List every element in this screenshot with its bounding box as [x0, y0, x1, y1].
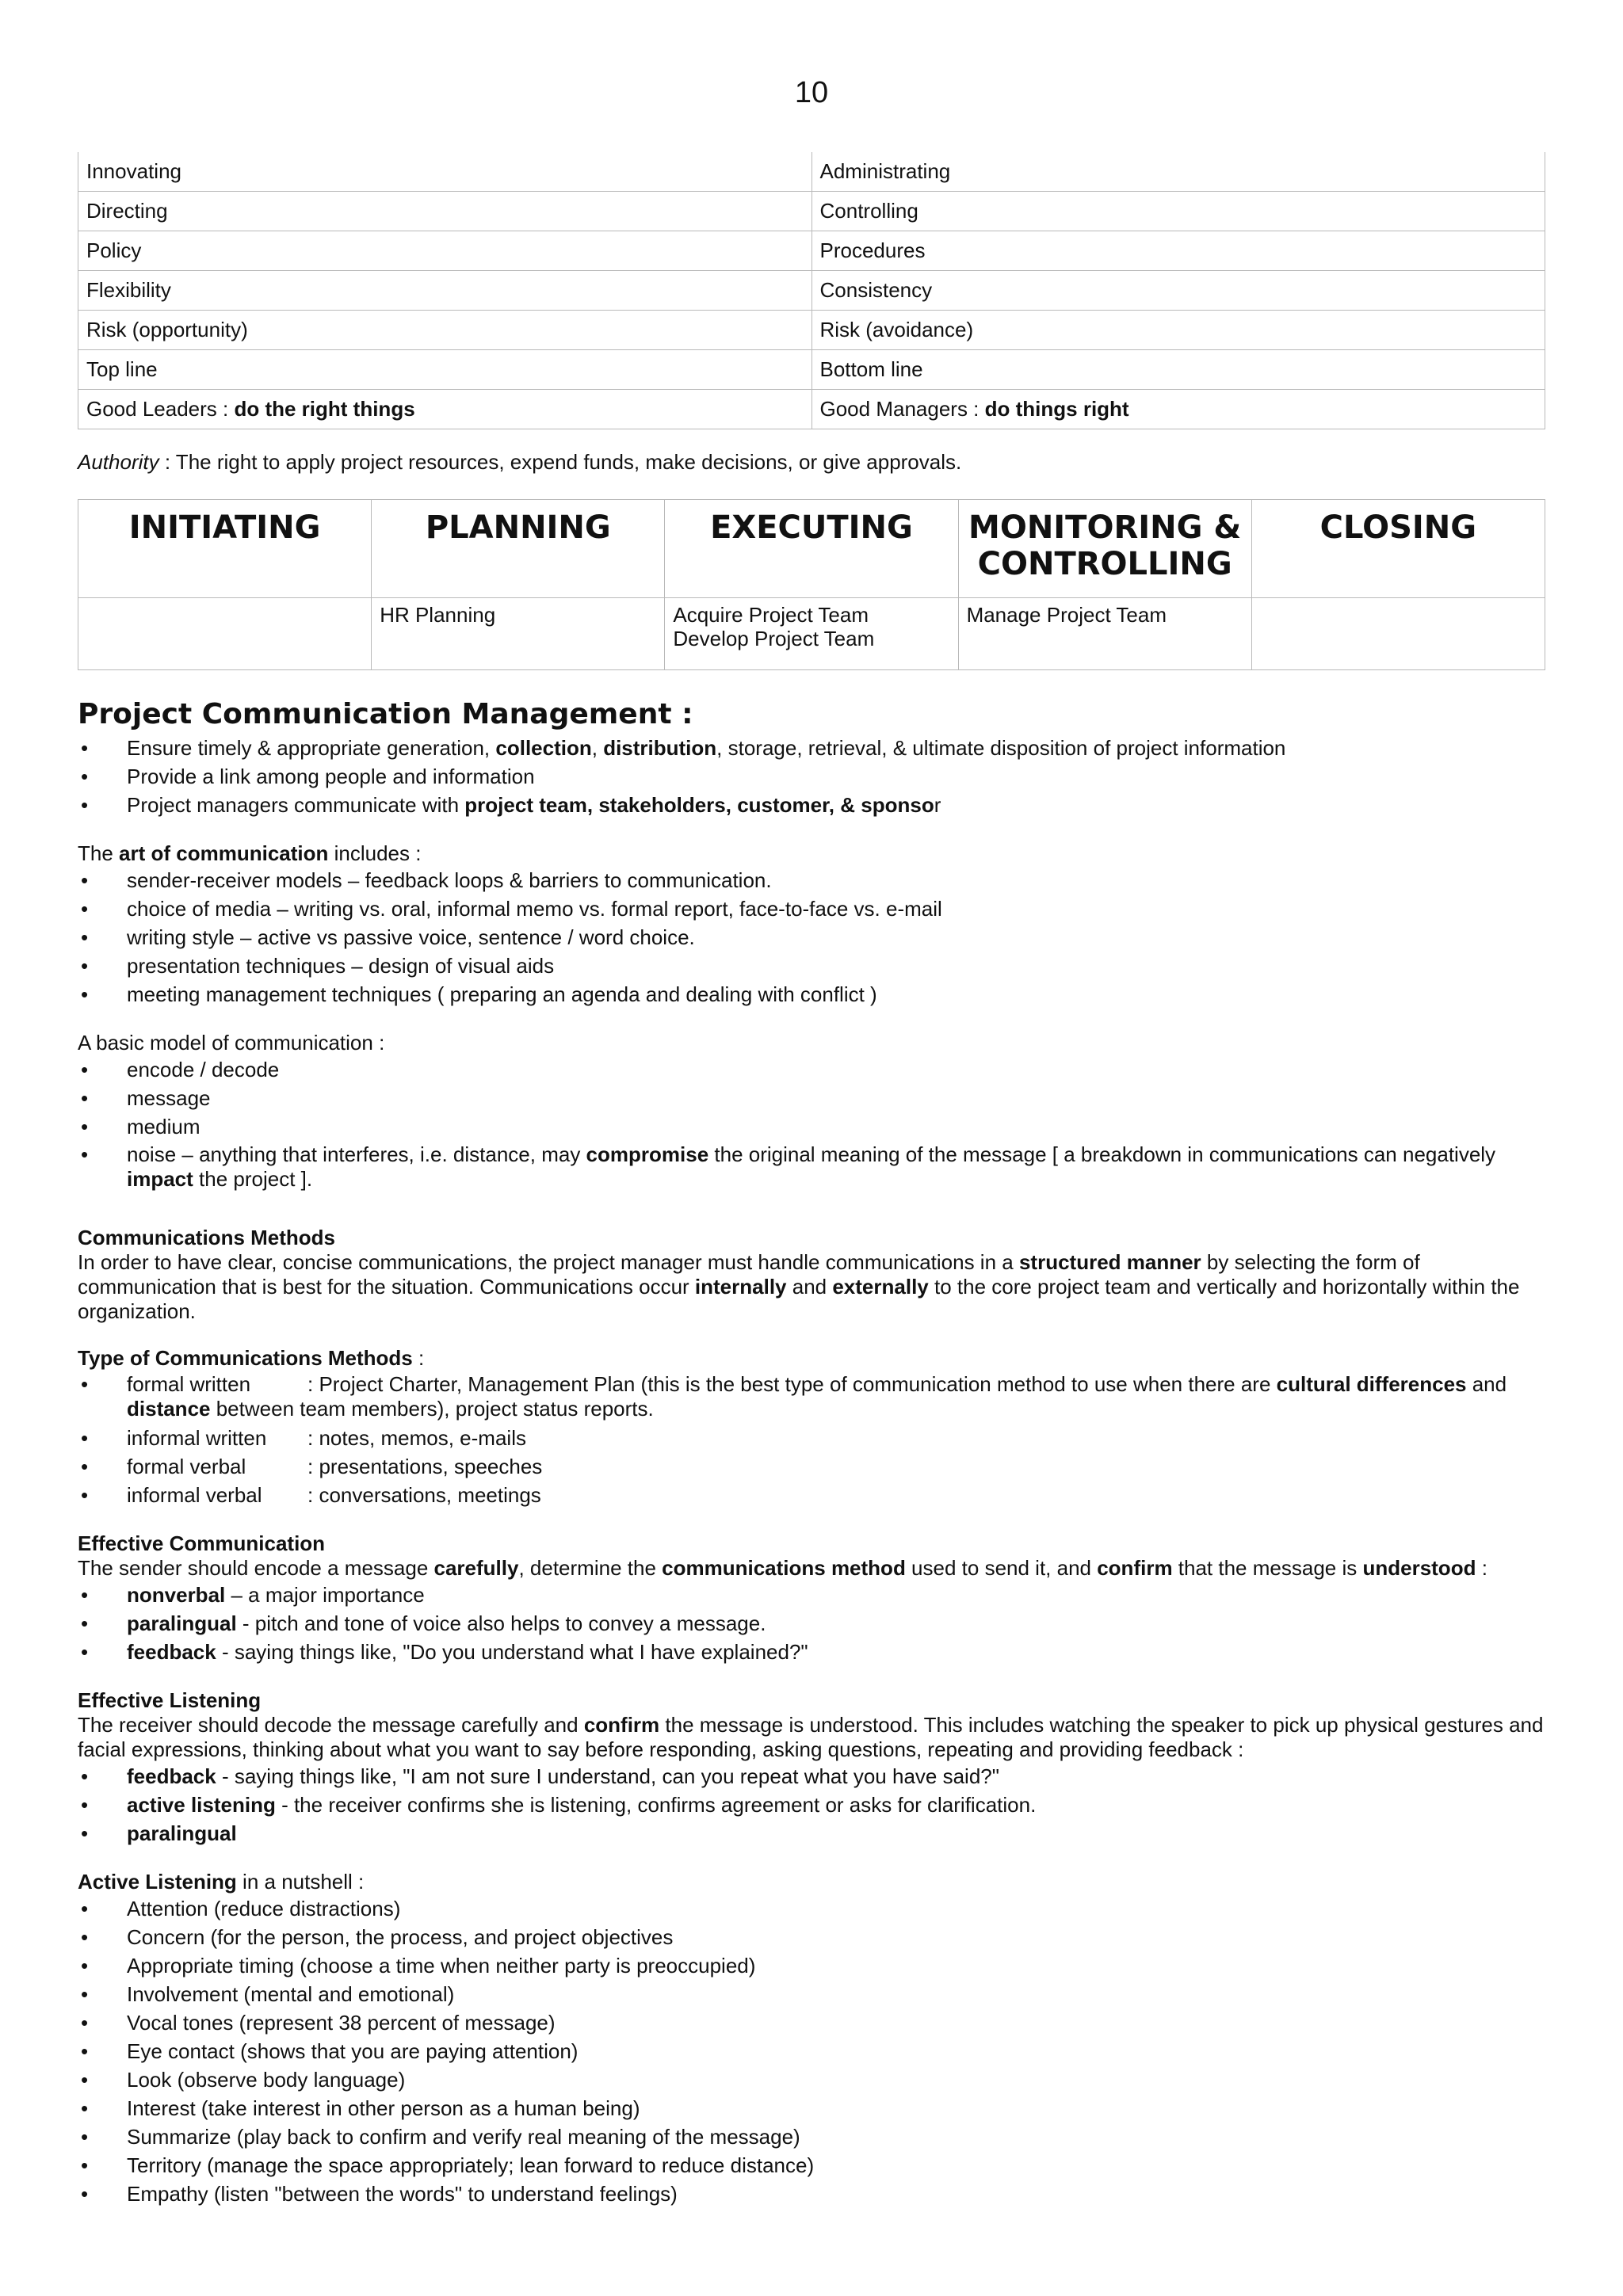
cell-line: Acquire Project Team: [673, 603, 869, 627]
list-item: • medium: [78, 1112, 1545, 1141]
list-item: [78, 1141, 1545, 1194]
table-cell: Risk (opportunity): [78, 311, 812, 350]
basic-model-list: [78, 1055, 1545, 1194]
text: noise – anything that interferes, i.e. distance, may: [127, 1142, 586, 1166]
list-item: [78, 1791, 1545, 1819]
authority-term: Authority: [78, 450, 159, 474]
emphasis: paralingual: [127, 1611, 237, 1635]
art-list: [78, 866, 1545, 1009]
list-item: • Interest (take interest in other person as a human being): [78, 2094, 1545, 2122]
emphasis: art of communication: [119, 841, 329, 865]
list-item: • meeting management techniques ( preparing an agenda and dealing with conflict ): [78, 980, 1545, 1009]
effective-communication-heading: Effective Communication: [78, 1531, 326, 1555]
text: - saying things like, "Do you understand what I have explained?": [216, 1640, 808, 1664]
cell-label: Good Leaders :: [86, 397, 235, 421]
type-label: formal written: [127, 1372, 251, 1396]
table-cell: [78, 390, 812, 429]
list-item: • Appropriate timing (choose a time when neither party is preoccupied): [78, 1951, 1545, 1980]
communications-methods-paragraph: [78, 1250, 1545, 1324]
emphasis: paralingual: [127, 1821, 237, 1845]
text: :: [1476, 1556, 1487, 1580]
table-cell: [1251, 598, 1545, 670]
emphasis: compromise: [586, 1142, 709, 1166]
emphasis: feedback: [127, 1640, 216, 1664]
effective-listening-paragraph: [78, 1713, 1545, 1762]
text: The: [78, 841, 120, 865]
list-item: • Empathy (listen "between the words" to understand feelings): [78, 2180, 1545, 2208]
emphasis: internally: [694, 1275, 787, 1299]
text: In order to have clear, concise communications, the project manager must handle communications in a: [78, 1250, 1019, 1274]
column-header-planning: PLANNING: [372, 500, 665, 598]
emphasis: active listening: [127, 1793, 276, 1817]
text: : presentations, speeches: [307, 1455, 543, 1478]
table-header-row: [78, 500, 1545, 598]
spacer: [78, 1324, 1545, 1346]
text: the message is understood. This includes watching the speaker to pick up physical gestures and facial expressions, thinking about what you want to say before responding, asking questions, repeating and providing feedback :: [78, 1713, 1544, 1761]
table-cell: Flexibility: [78, 271, 812, 311]
type-label: formal verbal: [127, 1455, 246, 1478]
table-row: [78, 311, 1545, 350]
text: by selecting the form of communication that is best for the situation. Communications occur: [78, 1250, 1420, 1299]
spacer: [78, 1848, 1545, 1870]
table-cell: Bottom line: [812, 350, 1545, 390]
text: - saying things like, "I am not sure I understand, can you repeat what you have said?": [216, 1764, 999, 1788]
type-label: informal written: [127, 1426, 267, 1450]
text: and: [786, 1275, 833, 1299]
list-item: [78, 734, 1545, 762]
list-item: [78, 1481, 1545, 1509]
text: Project managers communicate with: [127, 793, 465, 817]
emphasis: collection: [495, 736, 592, 760]
table-row: [78, 231, 1545, 271]
column-header-closing: CLOSING: [1251, 500, 1545, 598]
basic-model-intro: A basic model of communication :: [78, 1031, 385, 1055]
table-row: [78, 390, 1545, 429]
section-title: Project Communication Management :: [78, 698, 693, 730]
list-item: • choice of media – writing vs. oral, informal memo vs. formal report, face-to-face vs. e-mail: [78, 894, 1545, 923]
emphasis: externally: [832, 1275, 929, 1299]
active-listening-heading: [78, 1870, 1545, 1894]
text: in a nutshell :: [236, 1870, 365, 1894]
column-header-executing: EXECUTING: [665, 500, 958, 598]
list-item: • Attention (reduce distractions): [78, 1894, 1545, 1923]
table-cell: Procedures: [812, 231, 1545, 271]
text: ,: [591, 736, 604, 760]
table-cell: [812, 390, 1545, 429]
text: between team members), project status reports.: [210, 1397, 654, 1421]
effective-listening-heading: Effective Listening: [78, 1688, 262, 1712]
text: that the message is: [1172, 1556, 1363, 1580]
emphasis: structured manner: [1018, 1250, 1201, 1274]
text: to the core project team and vertically and horizontally within the organization.: [78, 1275, 1520, 1323]
communications-methods-heading: Communications Methods: [78, 1226, 336, 1249]
table-cell: Policy: [78, 231, 812, 271]
text: : conversations, meetings: [307, 1483, 541, 1507]
table-row: [78, 271, 1545, 311]
list-item: [78, 791, 1545, 819]
list-item: • sender-receiver models – feedback loops & barriers to communication.: [78, 866, 1545, 894]
text: - pitch and tone of voice also helps to convey a message.: [236, 1611, 766, 1635]
table-cell: [665, 598, 958, 670]
text: Ensure timely & appropriate generation,: [127, 736, 496, 760]
table-row: [78, 350, 1545, 390]
column-header-monitoring-controlling: MONITORING & CONTROLLING: [958, 500, 1251, 598]
leaders-vs-managers-table: [78, 152, 1545, 429]
emphasis: cultural differences: [1276, 1372, 1467, 1396]
active-listening-list: [78, 1894, 1545, 2208]
list-item: • Involvement (mental and emotional): [78, 1980, 1545, 2008]
table-cell: Risk (avoidance): [812, 311, 1545, 350]
list-item: [78, 1371, 1545, 1424]
text: : notes, memos, e-mails: [307, 1426, 526, 1450]
emphasis: impact: [127, 1167, 193, 1191]
emphasis: distance: [127, 1397, 211, 1421]
page-number: 10: [794, 76, 829, 109]
process-groups-table: [78, 499, 1545, 670]
text: r: [934, 793, 941, 817]
table-row: [78, 598, 1545, 670]
text: – a major importance: [225, 1583, 425, 1607]
text: the project ].: [193, 1167, 313, 1191]
cell-emphasis: do things right: [984, 397, 1129, 421]
pcm-list: [78, 734, 1545, 819]
text: , determine the: [518, 1556, 663, 1580]
types-heading: [78, 1346, 1545, 1371]
authority-definition: [78, 450, 961, 475]
table-cell: Manage Project Team: [958, 598, 1251, 670]
table-cell: Directing: [78, 192, 812, 231]
text: - the receiver confirms she is listening, confirms agreement or asks for clarification.: [275, 1793, 1037, 1817]
spacer: [78, 1194, 1545, 1226]
cell-emphasis: do the right things: [234, 397, 415, 421]
heading-text: Active Listening: [78, 1870, 237, 1894]
table-row: [78, 192, 1545, 231]
text: includes :: [328, 841, 422, 865]
spacer: [78, 1509, 1545, 1531]
emphasis: understood: [1362, 1556, 1476, 1580]
emphasis: nonverbal: [127, 1583, 226, 1607]
table-cell: Consistency: [812, 271, 1545, 311]
list-item: • Eye contact (shows that you are paying attention): [78, 2037, 1545, 2065]
effective-listening-list: [78, 1762, 1545, 1848]
list-item: [78, 1609, 1545, 1638]
spacer: [78, 1009, 1545, 1031]
text: used to send it, and: [905, 1556, 1098, 1580]
table-cell: Controlling: [812, 192, 1545, 231]
effective-communication-paragraph: [78, 1556, 1545, 1581]
list-item: [78, 1762, 1545, 1791]
spacer: [78, 1666, 1545, 1688]
table-cell: Top line: [78, 350, 812, 390]
list-item: • Vocal tones (represent 38 percent of message): [78, 2008, 1545, 2037]
spacer: [78, 819, 1545, 841]
cell-label: Good Managers :: [819, 397, 985, 421]
types-list: [78, 1371, 1545, 1509]
table-cell: HR Planning: [372, 598, 665, 670]
text: The receiver should decode the message carefully and: [78, 1713, 584, 1737]
authority-text: : The right to apply project resources, expend funds, make decisions, or give approvals.: [158, 450, 962, 474]
list-item: • Look (observe body language): [78, 2065, 1545, 2094]
table-cell: Innovating: [78, 152, 812, 192]
list-item: • Summarize (play back to confirm and verify real meaning of the message): [78, 2122, 1545, 2151]
emphasis: confirm: [1097, 1556, 1173, 1580]
list-item: [78, 1581, 1545, 1609]
list-item: • encode / decode: [78, 1055, 1545, 1084]
art-intro: [78, 841, 1545, 866]
list-item: [78, 1424, 1545, 1452]
table-cell: [78, 598, 372, 670]
list-item: • Provide a link among people and information: [78, 762, 1545, 791]
main-content: [78, 696, 1545, 2208]
text: :: [412, 1346, 425, 1370]
type-label: informal verbal: [127, 1483, 262, 1507]
cell-line: Develop Project Team: [673, 627, 875, 650]
list-item: • message: [78, 1084, 1545, 1112]
table-cell: Administrating: [812, 152, 1545, 192]
text: the original meaning of the message [ a breakdown in communications can negatively: [708, 1142, 1496, 1166]
text: The sender should encode a message: [78, 1556, 434, 1580]
list-item: • Concern (for the person, the process, and project objectives: [78, 1923, 1545, 1951]
heading-text: Type of Communications Methods: [78, 1346, 413, 1370]
emphasis: distribution: [603, 736, 717, 760]
text: , storage, retrieval, & ultimate disposition of project information: [716, 736, 1286, 760]
text: : Project Charter, Management Plan (this is the best type of communication method to use when there are: [307, 1372, 1277, 1396]
list-item: • presentation techniques – design of visual aids: [78, 952, 1545, 980]
emphasis: feedback: [127, 1764, 216, 1788]
list-item: [78, 1819, 1545, 1848]
column-header-initiating: INITIATING: [78, 500, 372, 598]
text: and: [1466, 1372, 1507, 1396]
emphasis: project team, stakeholders, customer, & sponso: [464, 793, 934, 817]
list-item: • Territory (manage the space appropriately; lean forward to reduce distance): [78, 2151, 1545, 2180]
table-row: [78, 152, 1545, 192]
effective-communication-list: [78, 1581, 1545, 1666]
emphasis: carefully: [433, 1556, 519, 1580]
emphasis: confirm: [583, 1713, 660, 1737]
list-item: [78, 1638, 1545, 1666]
list-item: [78, 1452, 1545, 1481]
emphasis: communications method: [662, 1556, 906, 1580]
list-item: • writing style – active vs passive voice, sentence / word choice.: [78, 923, 1545, 952]
